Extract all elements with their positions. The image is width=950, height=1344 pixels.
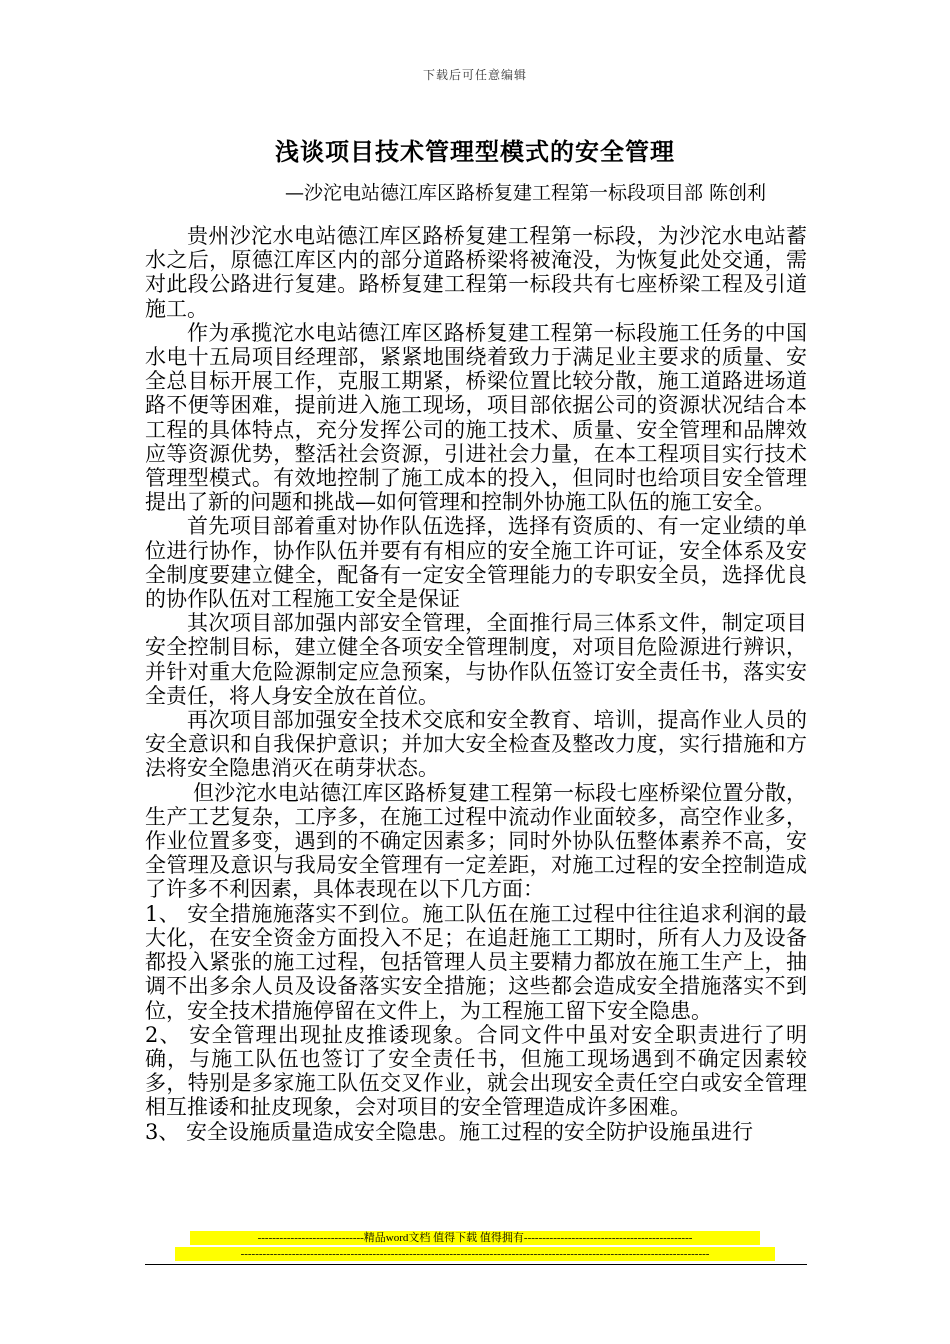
header-note: 下载后可任意编辑 bbox=[422, 68, 527, 82]
document-title: 浅谈项目技术管理型模式的安全管理 bbox=[275, 137, 675, 166]
paragraph-6: 但沙沱水电站德江库区路桥复建工程第一标段七座桥梁位置分散，生产工艺复杂，工序多，在施工过程中流动作业面较多，高空作业多，作业位置多变，遇到的不确定因素多；同时外协队伍整体素养不高，安全管理及意识与我局安全管理有一定差距，对施工过程的安全控制造成了许多不利因素，具体表现在以下几方面： bbox=[145, 780, 807, 902]
footer-banner-line-2: -------------------------------------------------------------------------------------------------------------------------------- bbox=[175, 1247, 775, 1261]
footer-divider bbox=[145, 1264, 807, 1265]
list-item-1: 1、 安全措施施落实不到位。施工队伍在施工过程中往往追求利润的最大化，在安全资金方面投入不足；在追赶施工工期时，所有人力及设备都投入紧张的施工过程，包括管理人员主要精力都放在施工生产上，抽调不出多余人员及设备落实安全措施；这些都会造成安全措施落实不到位，安全技术措施停留在文件上，为工程施工留下安全隐患。 bbox=[145, 901, 807, 1023]
list-item-2: 2、 安全管理出现扯皮推诿现象。合同文件中虽对安全职责进行了明确，与施工队伍也签订了安全责任书，但施工现场遇到不确定因素较多，特别是多家施工队伍交叉作业，就会出现安全责任空白或安全管理相互推诿和扯皮现象，会对项目的安全管理造成许多困难。 bbox=[145, 1022, 807, 1120]
paragraph-2: 作为承揽沱水电站德江库区路桥复建工程第一标段施工任务的中国水电十五局项目经理部，紧紧地围绕着致力于满足业主要求的质量、安全总目标开展工作，克服工期紧，桥梁位置比较分散，施工道路进场道路不便等困难，提前进入施工现场，项目部依据公司的资源状况结合本工程的具体特点，充分发挥公司的施工技术、质量、安全管理和品牌效应等资源优势，整活社会资源，引进社会力量，在本工程项目实行技术管理型模式。有效地控制了施工成本的投入，但同时也给项目安全管理提出了新的问题和挑战—如何管理和控制外协施工队伍的施工安全。 bbox=[145, 320, 807, 515]
paragraph-4: 其次项目部加强内部安全管理，全面推行局三体系文件，制定项目安全控制目标，建立健全各项安全管理制度，对项目危险源进行辨识，并针对重大危险源制定应急预案，与协作队伍签订安全责任书，落实安全责任，将人身安全放在首位。 bbox=[145, 611, 807, 708]
paragraph-1: 贵州沙沱水电站德江库区路桥复建工程第一标段，为沙沱水电站蓄水之后，原德江库区内的部分道路桥梁将被淹没，为恢复此处交通，需对此段公路进行复建。路桥复建工程第一标段共有七座桥梁工程及引道施工。 bbox=[145, 224, 807, 321]
document-body bbox=[145, 224, 807, 1144]
paragraph-3: 首先项目部着重对协作队伍选择，选择有资质的、有一定业绩的单位进行协作，协作队伍并要有有相应的安全施工许可证，安全体系及安全制度要建立健全，配备有一定安全管理能力的专职安全员，选择优良的协作队伍对工程施工安全是保证 bbox=[145, 514, 807, 612]
list-item-3: 3、 安全设施质量造成安全隐患。施工过程的安全防护设施虽进行 bbox=[145, 1119, 754, 1144]
document-subtitle: —沙沱电站德江库区路桥复建工程第一标段项目部 陈创利 bbox=[285, 182, 767, 204]
footer-banner-line-1: -----------------------------精品word文档 值得下载 值得拥有---------------------------------------------- bbox=[190, 1231, 760, 1245]
paragraph-5: 再次项目部加强安全技术交底和安全教育、培训，提高作业人员的安全意识和自我保护意识；并加大安全检查及整改力度，实行措施和方法将安全隐患消灭在萌芽状态。 bbox=[145, 708, 807, 781]
